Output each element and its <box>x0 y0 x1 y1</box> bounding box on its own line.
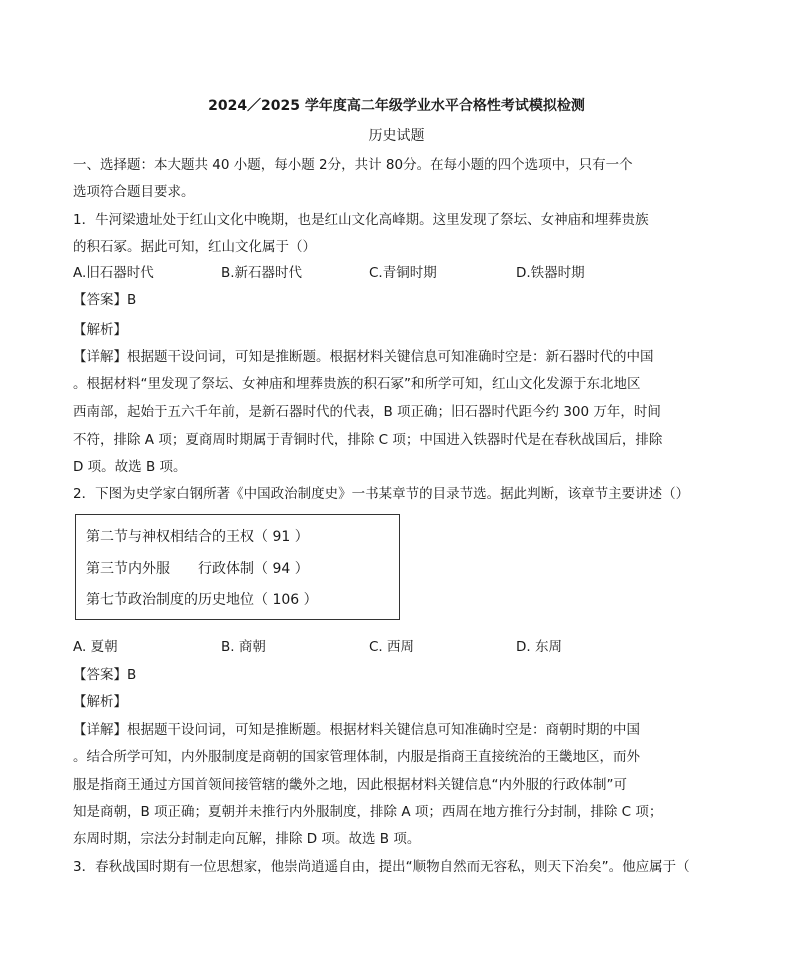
q2-detail-line: 【详解】根据题干设问词，可知是推断题。根据材料关键信息可知准确时空是：商朝时期的中国 <box>73 722 640 738</box>
q1-answer: 【答案】B <box>73 292 137 308</box>
q2-answer: 【答案】B <box>73 667 137 683</box>
q2-option-a: A. 夏朝 <box>73 639 118 655</box>
q2-option-b: B. 商朝 <box>221 639 266 655</box>
toc-entry: 第二节与神权相结合的王权（ 91 ） <box>86 529 309 545</box>
toc-entry: 第三节内外服 行政体制（ 94 ） <box>86 561 309 577</box>
q2-detail-line: 。结合所学可知，内外服制度是商朝的国家管理体制，内服是指商王直接统治的王畿地区，而外 <box>73 749 640 765</box>
q1-stem-line1: 1．牛河梁遗址处于红山文化中晚期，也是红山文化高峰期。这里发现了祭坛、女神庙和埋葬贵族 <box>73 212 649 228</box>
toc-entry: 第七节政治制度的历史地位（ 106 ） <box>86 592 318 608</box>
q2-option-c: C. 西周 <box>369 639 415 655</box>
q1-option-b: B.新石器时代 <box>221 265 303 281</box>
section-instruction-line1: 一、选择题：本大题共 40 小题，每小题 2分，共计 80分。在每小题的四个选项中，只有一个 <box>73 157 633 173</box>
q1-detail-line: D 项。故选 B 项。 <box>73 459 187 475</box>
q1-analysis-label: 【解析】 <box>73 322 127 338</box>
exam-title: 2024／2025 学年度高二年级学业水平合格性考试模拟检测 <box>208 98 585 114</box>
q1-detail-line: 西南部，起始于五六千年前，是新石器时代的代表，B 项正确；旧石器时代距今约 300 万年，时间 <box>73 404 661 420</box>
q2-analysis-label: 【解析】 <box>73 694 127 710</box>
q1-stem-line2: 的积石冢。据此可知，红山文化属于（） <box>73 239 316 255</box>
toc-excerpt-box <box>75 514 400 620</box>
q2-stem: 2．下图为史学家白钢所著《中国政治制度史》一书某章节的目录节选。据此判断，该章节主要讲述（） <box>73 486 690 502</box>
q1-detail-line: 【详解】根据题干设问词，可知是推断题。根据材料关键信息可知准确时空是：新石器时代的中国 <box>73 349 654 365</box>
section-instruction-line2: 选项符合题目要求。 <box>73 184 195 200</box>
q3-stem: 3．春秋战国时期有一位思想家，他崇尚逍遥自由，提出“顺物自然而无容私，则天下治矣”。他应属于（ <box>73 859 690 875</box>
q1-option-d: D.铁器时期 <box>516 265 585 281</box>
q2-option-d: D. 东周 <box>516 639 562 655</box>
exam-subtitle: 历史试题 <box>368 128 425 144</box>
q2-detail-line: 知是商朝，B 项正确；夏朝并未推行内外服制度，排除 A 项；西周在地方推行分封制，排除 C 项； <box>73 804 663 820</box>
q1-option-a: A.旧石器时代 <box>73 265 154 281</box>
q2-detail-line: 服是指商王通过方国首领间接管辖的畿外之地，因此根据材料关键信息“内外服的行政体制”可 <box>73 777 627 793</box>
q1-option-c: C.青铜时期 <box>369 265 437 281</box>
q2-detail-line: 东周时期，宗法分封制走向瓦解，排除 D 项。故选 B 项。 <box>73 831 421 847</box>
q1-detail-line: 。根据材料“里发现了祭坛、女神庙和埋葬贵族的积石冢”和所学可知，红山文化发源于东北地区 <box>73 376 641 392</box>
q1-detail-line: 不符，排除 A 项；夏商周时期属于青铜时代，排除 C 项；中国进入铁器时代是在春秋战国后，排除 <box>73 432 663 448</box>
